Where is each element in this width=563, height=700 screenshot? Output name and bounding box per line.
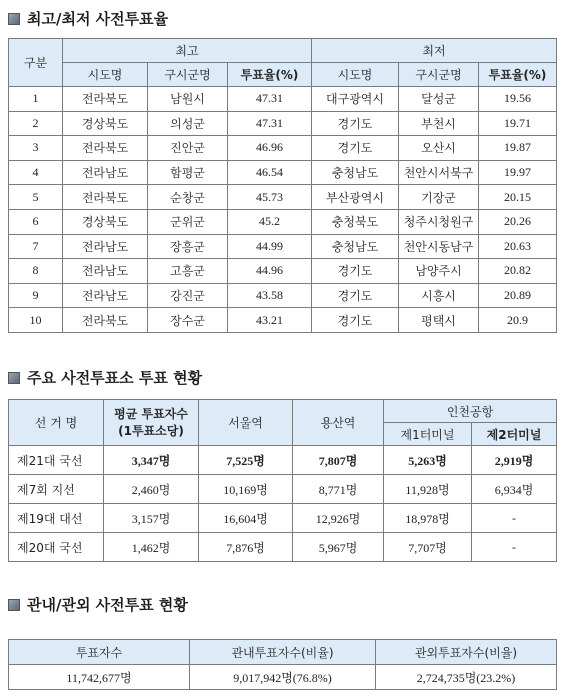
high-sido-cell: 전라남도	[63, 160, 148, 185]
square-bullet-icon	[8, 372, 20, 384]
high-sigungu-cell: 군위군	[148, 209, 228, 234]
header-sido: 시도명	[63, 63, 148, 87]
low-sigungu-cell: 달성군	[399, 87, 479, 112]
terminal-1-cell: 11,928명	[384, 475, 472, 504]
low-sigungu-cell: 부천시	[399, 111, 479, 136]
low-sido-cell: 부산광역시	[312, 185, 399, 210]
high-sigungu-cell: 남원시	[148, 87, 228, 112]
high-rate-cell: 44.96	[228, 259, 312, 284]
high-sido-cell: 경상북도	[63, 209, 148, 234]
table-row	[9, 136, 557, 161]
terminal-2-cell: -	[472, 533, 557, 562]
in-out-district-voting-table	[8, 639, 557, 690]
high-sigungu-cell: 고흥군	[148, 259, 228, 284]
table-row	[9, 259, 557, 284]
rank-cell: 5	[9, 185, 63, 210]
high-sido-cell: 전라북도	[63, 136, 148, 161]
low-sigungu-cell: 천안시서북구	[399, 160, 479, 185]
seoul-station-cell: 10,169명	[199, 475, 293, 504]
high-rate-cell: 47.31	[228, 87, 312, 112]
high-sigungu-cell: 순창군	[148, 185, 228, 210]
yongsan-station-cell: 12,926명	[293, 504, 384, 533]
table-row	[9, 533, 557, 562]
header-lowest: 최저	[312, 39, 557, 63]
high-sigungu-cell: 강진군	[148, 283, 228, 308]
rank-cell: 6	[9, 209, 63, 234]
low-sido-cell: 충청남도	[312, 160, 399, 185]
election-name-cell: 제19대 대선	[9, 504, 104, 533]
low-sido-cell: 경기도	[312, 308, 399, 333]
header-sigungu: 구시군명	[399, 63, 479, 87]
header-election: 선 거 명	[9, 400, 104, 446]
low-sigungu-cell: 청주시청원구	[399, 209, 479, 234]
table-row	[9, 209, 557, 234]
rank-cell: 2	[9, 111, 63, 136]
high-sigungu-cell: 함평군	[148, 160, 228, 185]
election-name-cell: 제21대 국선	[9, 446, 104, 475]
high-sido-cell: 전라남도	[63, 234, 148, 259]
high-sido-cell: 전라북도	[63, 87, 148, 112]
high-rate-cell: 45.2	[228, 209, 312, 234]
low-sigungu-cell: 기장군	[399, 185, 479, 210]
low-rate-cell: 20.89	[479, 283, 557, 308]
header-highest: 최고	[63, 39, 312, 63]
section-title-text: 주요 사전투표소 투표 현황	[27, 369, 203, 387]
low-sido-cell: 대구광역시	[312, 87, 399, 112]
seoul-station-cell: 7,525명	[199, 446, 293, 475]
header-incheon-airport: 인천공항	[384, 400, 557, 423]
high-rate-cell: 46.96	[228, 136, 312, 161]
total-voters-cell: 11,742,677명	[9, 665, 190, 690]
rank-cell: 1	[9, 87, 63, 112]
seoul-station-cell: 7,876명	[199, 533, 293, 562]
terminal-1-cell: 18,978명	[384, 504, 472, 533]
table-row	[9, 475, 557, 504]
low-rate-cell: 20.82	[479, 259, 557, 284]
rank-cell: 8	[9, 259, 63, 284]
yongsan-station-cell: 8,771명	[293, 475, 384, 504]
rank-cell: 10	[9, 308, 63, 333]
low-rate-cell: 19.97	[479, 160, 557, 185]
high-sigungu-cell: 의성군	[148, 111, 228, 136]
low-rate-cell: 20.26	[479, 209, 557, 234]
header-seoul-station: 서울역	[199, 400, 293, 446]
high-sigungu-cell: 진안군	[148, 136, 228, 161]
high-rate-cell: 43.21	[228, 308, 312, 333]
high-sido-cell: 전라남도	[63, 283, 148, 308]
section-title-1	[8, 8, 168, 29]
low-sigungu-cell: 평택시	[399, 308, 479, 333]
rank-cell: 9	[9, 283, 63, 308]
yongsan-station-cell: 5,967명	[293, 533, 384, 562]
header-out-district: 관외투표자수(비율)	[376, 640, 557, 665]
square-bullet-icon	[8, 599, 20, 611]
high-sigungu-cell: 장흥군	[148, 234, 228, 259]
low-rate-cell: 19.71	[479, 111, 557, 136]
table-row	[9, 283, 557, 308]
high-rate-cell: 47.31	[228, 111, 312, 136]
avg-voters-cell: 2,460명	[104, 475, 199, 504]
low-sigungu-cell: 시흥시	[399, 283, 479, 308]
terminal-2-cell: 6,934명	[472, 475, 557, 504]
low-rate-cell: 20.15	[479, 185, 557, 210]
header-terminal-2: 제2터미널	[472, 423, 557, 446]
avg-voters-cell: 1,462명	[104, 533, 199, 562]
election-name-cell: 제7회 지선	[9, 475, 104, 504]
header-rate: 투표율(%)	[228, 63, 312, 87]
high-rate-cell: 43.58	[228, 283, 312, 308]
high-sido-cell: 전라남도	[63, 259, 148, 284]
high-rate-cell: 45.73	[228, 185, 312, 210]
section-title-text: 관내/관외 사전투표 현황	[27, 596, 188, 614]
rank-cell: 7	[9, 234, 63, 259]
avg-voters-cell: 3,157명	[104, 504, 199, 533]
rank-cell: 4	[9, 160, 63, 185]
election-name-cell: 제20대 국선	[9, 533, 104, 562]
square-bullet-icon	[8, 13, 20, 25]
low-sido-cell: 경기도	[312, 136, 399, 161]
seoul-station-cell: 16,604명	[199, 504, 293, 533]
high-sido-cell: 전라북도	[63, 185, 148, 210]
highest-lowest-turnout-table	[8, 38, 557, 333]
table-row	[9, 665, 557, 690]
table-row	[9, 111, 557, 136]
low-rate-cell: 19.87	[479, 136, 557, 161]
table-row	[9, 87, 557, 112]
major-polling-stations-table	[8, 399, 557, 562]
header-voters: 투표자수	[9, 640, 190, 665]
terminal-2-cell: 2,919명	[472, 446, 557, 475]
high-sigungu-cell: 장수군	[148, 308, 228, 333]
table-row	[9, 446, 557, 475]
high-rate-cell: 44.99	[228, 234, 312, 259]
header-gubun: 구분	[9, 39, 63, 87]
low-sido-cell: 충청북도	[312, 209, 399, 234]
low-rate-cell: 20.9	[479, 308, 557, 333]
table-row	[9, 504, 557, 533]
low-sigungu-cell: 남양주시	[399, 259, 479, 284]
header-rate: 투표율(%)	[479, 63, 557, 87]
high-sido-cell: 전라북도	[63, 308, 148, 333]
low-sido-cell: 경기도	[312, 283, 399, 308]
table-row	[9, 160, 557, 185]
low-sido-cell: 경기도	[312, 111, 399, 136]
in-district-cell: 9,017,942명(76.8%)	[190, 665, 376, 690]
low-rate-cell: 20.63	[479, 234, 557, 259]
header-yongsan-station: 용산역	[293, 400, 384, 446]
low-sigungu-cell: 천안시동남구	[399, 234, 479, 259]
low-sido-cell: 충청남도	[312, 234, 399, 259]
low-sido-cell: 경기도	[312, 259, 399, 284]
section-title-text: 최고/최저 사전투표율	[27, 10, 169, 28]
out-district-cell: 2,724,735명(23.2%)	[376, 665, 557, 690]
terminal-1-cell: 7,707명	[384, 533, 472, 562]
table-row	[9, 185, 557, 210]
section-title-2	[8, 367, 202, 388]
yongsan-station-cell: 7,807명	[293, 446, 384, 475]
header-in-district: 관내투표자수(비율)	[190, 640, 376, 665]
section-title-3	[8, 594, 188, 615]
terminal-2-cell: -	[472, 504, 557, 533]
header-sido: 시도명	[312, 63, 399, 87]
high-rate-cell: 46.54	[228, 160, 312, 185]
header-terminal-1: 제1터미널	[384, 423, 472, 446]
rank-cell: 3	[9, 136, 63, 161]
table-row	[9, 234, 557, 259]
table-row	[9, 308, 557, 333]
high-sido-cell: 경상북도	[63, 111, 148, 136]
low-rate-cell: 19.56	[479, 87, 557, 112]
terminal-1-cell: 5,263명	[384, 446, 472, 475]
header-avg-voters: 평균 투표자수 (1투표소당)	[104, 400, 199, 446]
low-sigungu-cell: 오산시	[399, 136, 479, 161]
header-sigungu: 구시군명	[148, 63, 228, 87]
avg-voters-cell: 3,347명	[104, 446, 199, 475]
